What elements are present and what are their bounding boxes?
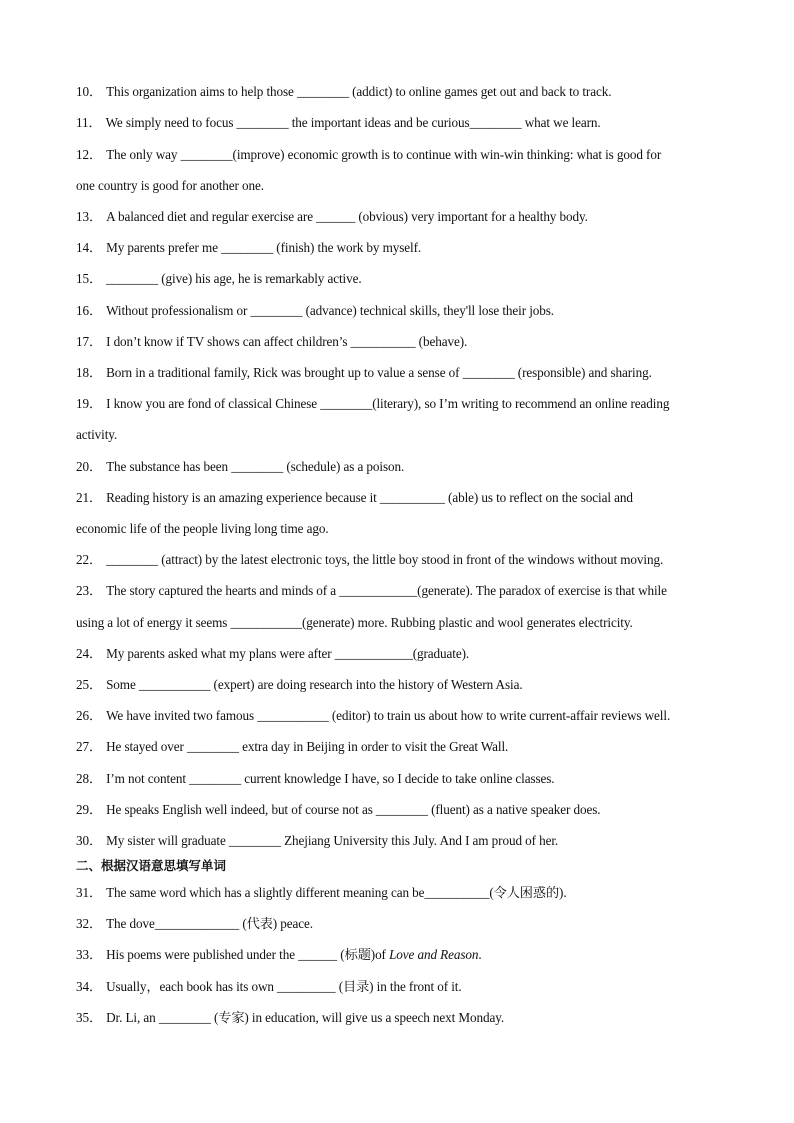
question-19: 19． I know you are fond of classical Chinese ________(literary), so I’m writing to recommend an online reading (76, 396, 670, 411)
question-28: 28． I’m not content ________ current knowledge I have, so I decide to take online classes. (76, 771, 555, 786)
question-16: 16． Without professionalism or ________ (advance) technical skills, they'll lose their jobs. (76, 303, 554, 318)
question-19-continued: activity. (76, 427, 118, 442)
question-26: 26． We have invited two famous ___________ (editor) to train us about how to write current-affair reviews well. (76, 708, 671, 723)
question-24: 24． My parents asked what my plans were after ____________(graduate). (76, 646, 470, 661)
question-34: 34． Usually，each book has its own _________ (目录) in the front of it. (76, 979, 462, 994)
question-11: 11． We simply need to focus ________ the important ideas and be curious________ what we learn. (76, 115, 601, 130)
question-15: 15． ________ (give) his age, he is remarkably active. (76, 271, 362, 286)
question-18: 18． Born in a traditional family, Rick was brought up to value a sense of ________ (responsible) and sharing. (76, 365, 652, 380)
question-20: 20． The substance has been ________ (schedule) as a poison. (76, 459, 405, 474)
question-22: 22． ________ (attract) by the latest electronic toys, the little boy stood in front of the windows without moving. (76, 552, 664, 567)
question-31: 31． The same word which has a slightly different meaning can be__________(令人困惑的). (76, 885, 567, 900)
section-heading: 二、根据汉语意思填写单词 (76, 858, 227, 873)
book-title: Love and Reason (389, 947, 479, 962)
question-14: 14． My parents prefer me ________ (finish) the work by myself. (76, 240, 422, 255)
question-33: 33． His poems were published under the ______ (标题)of Love and Reason. (76, 947, 482, 962)
question-23-continued: using a lot of energy it seems ___________(generate) more. Rubbing plastic and wool generates electricity. (76, 615, 633, 630)
question-32: 32． The dove_____________ (代表) peace. (76, 916, 313, 931)
question-29: 29． He speaks English well indeed, but of course not as ________ (fluent) as a native speaker does. (76, 802, 601, 817)
question-25: 25． Some ___________ (expert) are doing research into the history of Western Asia. (76, 677, 523, 692)
question-21-continued: economic life of the people living long time ago. (76, 521, 329, 536)
question-30: 30． My sister will graduate ________ Zhejiang University this July. And I am proud of her. (76, 833, 559, 848)
question-21: 21． Reading history is an amazing experience because it __________ (able) us to reflect on the social and (76, 490, 633, 505)
question-12: 12． The only way ________(improve) economic growth is to continue with win-win thinking: what is good for (76, 147, 662, 162)
question-17: 17． I don’t know if TV shows can affect children’s __________ (behave). (76, 334, 468, 349)
question-12-continued: one country is good for another one. (76, 178, 264, 193)
question-10: 10． This organization aims to help those ________ (addict) to online games get out and back to track. (76, 84, 612, 99)
question-27: 27． He stayed over ________ extra day in Beijing in order to visit the Great Wall. (76, 739, 509, 754)
question-35: 35． Dr. Li, an ________ (专家) in education, will give us a speech next Monday. (76, 1010, 505, 1025)
question-23: 23． The story captured the hearts and minds of a ____________(generate). The paradox of exercise is that while (76, 583, 667, 598)
question-13: 13． A balanced diet and regular exercise are ______ (obvious) very important for a healthy body. (76, 209, 588, 224)
